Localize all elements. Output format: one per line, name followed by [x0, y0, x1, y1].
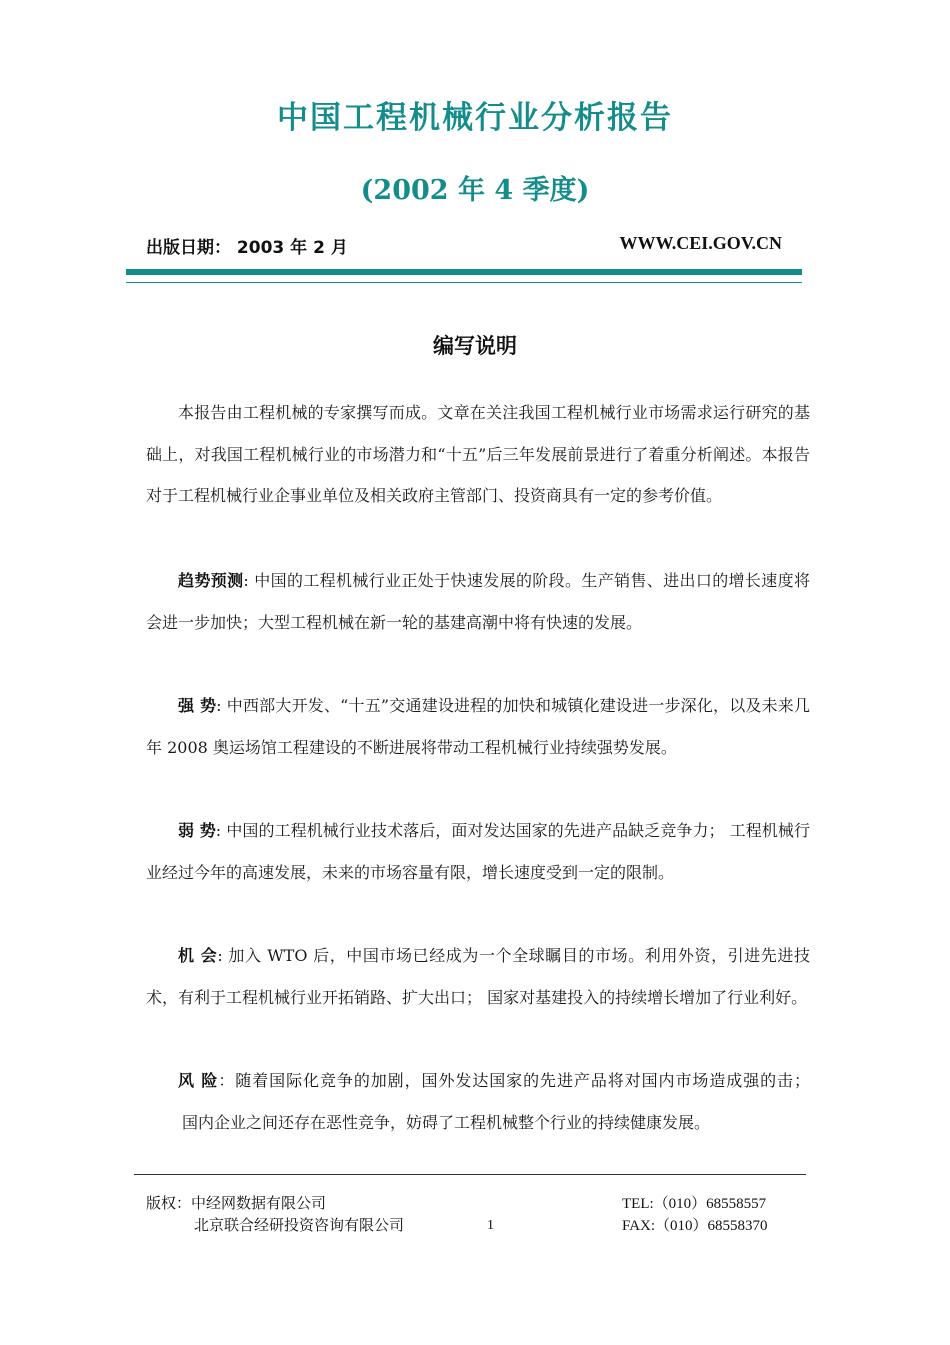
- page-number: 1: [487, 1218, 494, 1233]
- header-divider-thick: [126, 269, 802, 275]
- opportunity-paragraph: [146, 935, 810, 1018]
- opportunity-label: 机 会: [178, 946, 218, 965]
- risk-label: 风 险: [178, 1071, 219, 1090]
- website-link[interactable]: WWW.CEI.GOV.CN: [619, 233, 782, 253]
- header-divider-thin: [126, 282, 802, 283]
- report-title: 中国工程机械行业分析报告: [277, 100, 673, 136]
- publish-date: 出版日期： 2003 年 2 月: [146, 238, 348, 258]
- risk-paragraph: [146, 1060, 810, 1143]
- weakness-paragraph: [146, 810, 810, 893]
- intro-paragraph: 本报告由工程机械的专家撰写而成。文章在关注我国工程机械行业市场需求运行研究的基础上，对我国工程机械行业的市场潜力和“十五”后三年发展前景进行了着重分析阐述。本报告对于工程机械行业企事业单位及相关政府主管部门、投资商具有一定的参考价值。: [146, 403, 810, 505]
- strength-label: 强 势: [178, 696, 217, 715]
- trend-label: 趋势预测: [178, 571, 244, 590]
- section-heading: 编写说明: [433, 334, 517, 358]
- weakness-label: 弱 势: [178, 821, 216, 840]
- footer-tel: TEL:（010）68558557: [622, 1196, 767, 1212]
- report-subtitle: (2002 年 4 季度): [360, 175, 590, 206]
- footer-copyright-line1: 版权：中经网数据有限公司: [146, 1194, 327, 1212]
- footer-fax: FAX:（010）68558370: [622, 1218, 768, 1234]
- trend-paragraph: [146, 560, 810, 643]
- opportunity-text: : 加入 WTO 后，中国市场已经成为一个全球瞩目的市场。利用外资，引进先进技术，有利于工程机械行业开拓销路、扩大出口； 国家对基建投入的持续增长增加了行业利好。: [146, 946, 810, 1007]
- footer-divider: [134, 1174, 806, 1175]
- footer-copyright-line2: 北京联合经研投资咨询有限公司: [194, 1216, 405, 1234]
- weakness-text: : 中国的工程机械行业技术落后，面对发达国家的先进产品缺乏竞争力； 工程机械行业经过今年的高速发展，未来的市场容量有限，增长速度受到一定的限制。: [146, 821, 810, 882]
- risk-text-b: 国内企业之间还存在恶性竞争，妨碍了工程机械整个行业的持续健康发展。: [182, 1112, 711, 1132]
- strength-paragraph: [146, 685, 810, 768]
- strength-text: : 中西部大开发、“十五”交通建设进程的加快和城镇化建设进一步深化，以及未来几年 2008 奥运场馆工程建设的不断进展将带动工程机械行业持续强势发展。: [146, 696, 810, 757]
- risk-text-a: ：随着国际化竞争的加剧，国外发达国家的先进产品将对国内市场造成强的击；: [218, 1071, 810, 1090]
- trend-text: : 中国的工程机械行业正处于快速发展的阶段。生产销售、进出口的增长速度将会进一步加快；大型工程机械在新一轮的基建高潮中将有快速的发展。: [146, 571, 810, 632]
